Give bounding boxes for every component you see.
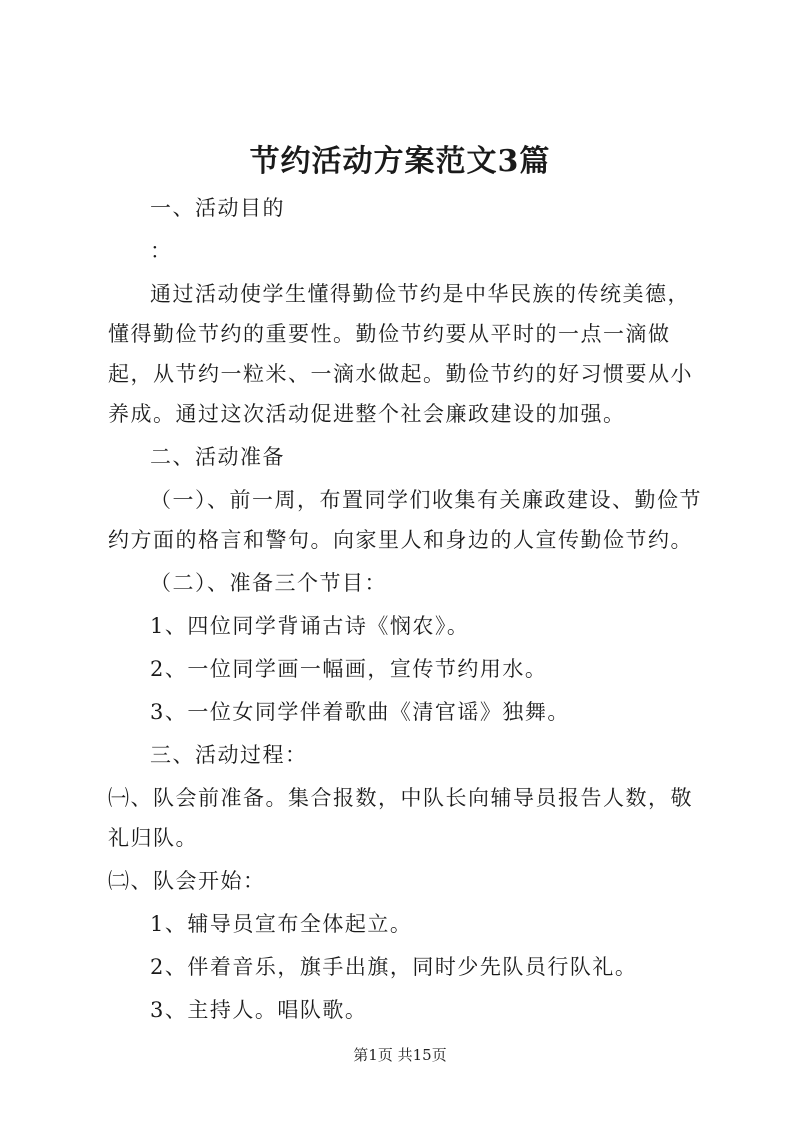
paragraph: ： <box>150 239 173 263</box>
paragraph: 通过活动使学生懂得勤俭节约是中华民族的传统美德，懂得勤俭节约的重要性。勤俭节约要从平时的一点一滴做起，从节约一粒米、一滴水做起。勤俭节约的好习惯要从小养成。通过这次活动促进整个社会廉政建设的加强。 <box>108 282 693 426</box>
paragraph: （二）、准备三个节目： <box>150 571 387 595</box>
paragraph: 三、活动过程： <box>150 743 308 767</box>
paragraph: 二、活动准备 <box>150 445 285 469</box>
paragraph: 3、一位女同学伴着歌曲《清官谣》独舞。 <box>150 700 570 724</box>
paragraph: 1、四位同学背诵古诗《悯农》。 <box>150 614 470 638</box>
paragraph: 3、主持人。唱队歌。 <box>150 998 368 1022</box>
paragraph: ㈠、队会前准备。集合报数，中队长向辅导员报告人数，敬礼归队。 <box>108 786 693 850</box>
document-body <box>108 188 704 1033</box>
paragraph: ㈡、队会开始： <box>108 869 266 893</box>
document-title: 节约活动方案范文3篇 <box>249 144 551 179</box>
paragraph: 2、一位同学画一幅画，宣传节约用水。 <box>150 657 548 681</box>
page-footer: 第1页 共15页 <box>353 1046 447 1064</box>
paragraph: 1、辅导员宣布全体起立。 <box>150 912 413 936</box>
paragraph: 2、伴着音乐，旗手出旗，同时少先队员行队礼。 <box>150 955 638 979</box>
paragraph: （一）、前一周，布置同学们收集有关廉政建设、勤俭节约方面的格言和警句。向家里人和身边的人宣传勤俭节约。 <box>108 488 702 552</box>
paragraph: 一、活动目的 <box>150 196 285 220</box>
